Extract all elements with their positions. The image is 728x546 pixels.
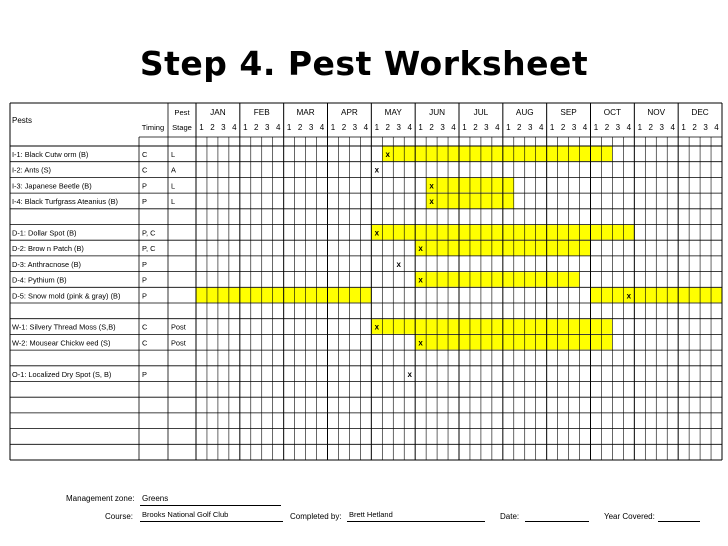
management-zone-value[interactable]: Greens xyxy=(142,494,169,503)
month-header: AUG xyxy=(515,108,534,117)
pest-stage: L xyxy=(171,149,176,159)
week-number: 4 xyxy=(495,123,500,132)
week-number: 3 xyxy=(440,123,445,132)
week-number: 4 xyxy=(538,123,544,132)
week-number: 1 xyxy=(593,123,599,132)
week-number: 1 xyxy=(462,123,467,132)
pest-stage: L xyxy=(171,181,176,191)
week-number: 3 xyxy=(528,123,533,132)
pest-name: D-1: Dollar Spot (B) xyxy=(12,228,77,238)
pest-name: I-3: Japanese Beetle (B) xyxy=(12,181,92,191)
week-number: 4 xyxy=(626,123,632,132)
pest-name: O-1: Localized Dry Spot (S, B) xyxy=(12,369,112,379)
week-number: 1 xyxy=(286,123,292,132)
month-header: JUN xyxy=(429,108,446,117)
completed-by-label: Completed by: xyxy=(290,512,342,521)
management-zone-label: Management zone: xyxy=(66,494,135,503)
week-number: 3 xyxy=(352,123,358,132)
week-number: 4 xyxy=(714,123,719,132)
month-header: DEC xyxy=(691,108,709,117)
pest-timing: P xyxy=(142,197,147,207)
pest-timing: C xyxy=(142,149,148,159)
peak-mark: x xyxy=(418,275,423,285)
pest-timing: P xyxy=(142,369,147,379)
month-header: SEP xyxy=(560,108,577,117)
week-number: 1 xyxy=(506,123,511,132)
month-header: FEB xyxy=(253,108,270,117)
pest-timing: P, C xyxy=(142,228,156,238)
week-number: 4 xyxy=(407,123,412,132)
week-number: 3 xyxy=(221,123,226,132)
peak-mark: x xyxy=(374,228,380,238)
peak-mark: x xyxy=(418,244,423,254)
pest-name: D-2: Brow n Patch (B) xyxy=(12,244,84,254)
week-number: 4 xyxy=(275,123,281,132)
month-header: NOV xyxy=(647,108,666,117)
week-number: 2 xyxy=(560,123,566,132)
pest-timing: P xyxy=(142,291,147,301)
week-number: 2 xyxy=(604,123,610,132)
month-header: JAN xyxy=(210,108,226,117)
pest-name: I-1: Black Cutw orm (B) xyxy=(12,149,89,159)
grid-lines xyxy=(10,103,722,460)
highlight-span xyxy=(382,147,612,162)
week-number: 1 xyxy=(243,123,248,132)
week-number: 4 xyxy=(319,123,325,132)
month-header: OCT xyxy=(603,108,622,117)
pest-name: D-3: Anthracnose (B) xyxy=(12,259,82,269)
stage-header: Stage xyxy=(172,123,192,132)
pest-name: D-4: Pythium (B) xyxy=(12,275,67,285)
week-number: 3 xyxy=(615,123,621,132)
week-number: 3 xyxy=(308,123,314,132)
pest-name: D-5: Snow mold (pink & gray) (B) xyxy=(12,291,121,301)
week-number: 4 xyxy=(670,123,675,132)
week-number: 2 xyxy=(341,123,347,132)
timing-header: Timing xyxy=(141,123,165,132)
peak-mark: x xyxy=(626,291,632,301)
week-number: 2 xyxy=(297,123,303,132)
week-number: 2 xyxy=(692,123,697,132)
highlight-span xyxy=(415,272,579,287)
week-number: 2 xyxy=(385,123,390,132)
pest-stage: Post xyxy=(171,322,186,332)
completed-by-value[interactable]: Brett Hetland xyxy=(349,510,393,519)
week-number: 2 xyxy=(210,123,215,132)
week-number: 2 xyxy=(648,123,653,132)
pest-stage: L xyxy=(171,197,176,207)
pest-name: I-4: Black Turfgrass Ateanius (B) xyxy=(12,197,118,207)
year-covered-label: Year Covered: xyxy=(604,512,655,521)
week-number: 2 xyxy=(517,123,522,132)
pest-timing: P xyxy=(142,275,147,285)
week-number: 3 xyxy=(703,123,708,132)
week-number: 2 xyxy=(254,123,259,132)
month-header: APR xyxy=(340,108,358,117)
pest-timing: P xyxy=(142,259,147,269)
pest-timing: C xyxy=(142,322,148,332)
week-number: 1 xyxy=(637,123,643,132)
week-number: 2 xyxy=(429,123,434,132)
pest-timing: C xyxy=(142,165,148,175)
week-number: 3 xyxy=(659,123,664,132)
week-number: 1 xyxy=(549,123,555,132)
peak-mark: x xyxy=(429,197,434,207)
week-number: 1 xyxy=(681,123,686,132)
week-number: 3 xyxy=(396,123,401,132)
month-header: JUL xyxy=(473,108,489,117)
pest-name: W-1: Silvery Thread Moss (S,B) xyxy=(12,322,116,332)
peak-mark: x xyxy=(374,165,380,175)
pest-name: I-2: Ants (S) xyxy=(12,165,52,175)
week-number: 1 xyxy=(330,123,336,132)
peak-mark: x xyxy=(407,369,412,379)
pests-header: Pests xyxy=(12,116,33,125)
week-number: 4 xyxy=(232,123,237,132)
week-number: 3 xyxy=(484,123,489,132)
pest-timing: C xyxy=(142,338,148,348)
month-header: MAR xyxy=(296,108,315,117)
week-number: 2 xyxy=(473,123,478,132)
pest-timing: P xyxy=(142,181,147,191)
pest-stage: A xyxy=(171,165,176,175)
week-number: 4 xyxy=(363,123,369,132)
week-number: 4 xyxy=(582,123,588,132)
peak-mark: x xyxy=(418,338,423,348)
course-value[interactable]: Brooks National Golf Club xyxy=(142,510,229,519)
peak-mark: x xyxy=(396,259,401,269)
pest-header: Pest xyxy=(174,108,190,117)
week-number: 1 xyxy=(374,123,380,132)
peak-mark: x xyxy=(374,322,380,332)
pest-name: W-2: Mousear Chickw eed (S) xyxy=(12,338,111,348)
page-title: Step 4. Pest Worksheet xyxy=(139,44,589,83)
peak-mark: x xyxy=(385,149,390,159)
week-number: 1 xyxy=(199,123,204,132)
pest-timing: P, C xyxy=(142,244,156,254)
course-label: Course: xyxy=(105,512,134,521)
date-label: Date: xyxy=(500,512,520,521)
month-header: MAY xyxy=(384,108,402,117)
peak-mark: x xyxy=(429,181,434,191)
week-number: 4 xyxy=(451,123,456,132)
pest-stage: Post xyxy=(171,338,186,348)
week-number: 3 xyxy=(265,123,270,132)
week-number: 3 xyxy=(571,123,577,132)
week-number: 1 xyxy=(418,123,423,132)
